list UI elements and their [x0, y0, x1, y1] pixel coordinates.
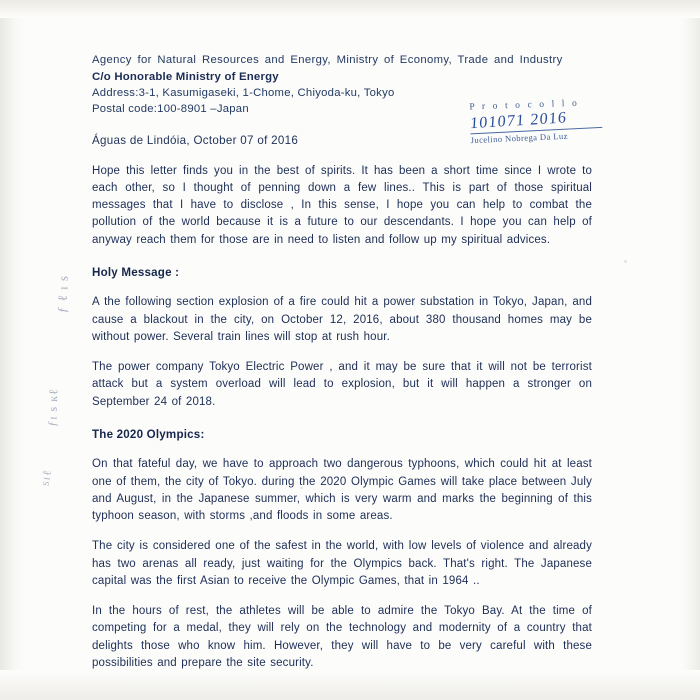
- scan-edge-top: [0, 0, 700, 18]
- section-heading-2020-olympics: The 2020 Olympics:: [92, 427, 205, 441]
- scan-edge-right: [678, 0, 700, 700]
- holy-message-paragraph-2: The power company Tokyo Electric Power , and it may be sure that it will not be terrorist attack but a system overload will lead to explosion, but it will happen a stronger on September 24 of 2018.: [92, 361, 592, 408]
- section-heading-holy-message: Holy Message :: [92, 265, 180, 279]
- header-postal-line: Postal code:100-8901 –Japan: [92, 103, 249, 116]
- header-agency-line: Agency for Natural Resources and Energy, Ministry of Economy, Trade and Industry: [92, 54, 563, 66]
- holy-message-paragraph-1: A the following section explosion of a fire could hit a power substation in Tokyo, Japan, and cause a blackout in the city, on October 12, 2016, about 380 thousand homes may be without power. Several train lines will stop at rush hour.: [92, 296, 592, 343]
- scan-edge-left: [0, 0, 26, 700]
- margin-handwriting-note-1: ƒ ℓ ı ѕ: [54, 274, 71, 314]
- scan-edge-bottom: [0, 670, 700, 700]
- margin-handwriting-note-2: ƒı ѕ кℓ: [45, 387, 61, 428]
- header-ministry-line: C/o Honorable Ministry of Energy: [92, 71, 279, 84]
- header-address-line: Address:3-1, Kasumigaseki, 1-Chome, Chiyoda-ku, Tokyo: [92, 87, 395, 100]
- place-and-date: Águas de Lindóia, October 07 of 2016: [92, 134, 299, 148]
- protocol-label: P r o t o c o l l o: [469, 98, 580, 113]
- paper-speck: [624, 260, 627, 263]
- opening-paragraph: Hope this letter finds you in the best of spirits. It has been a short time since I wrote to each other, so I thought of penning down a few lines.. This is part of those spiritual messages that I have to disclose , In this sense, I hope you can help to combat the pollution of the world because it is a future to our descendants. I hope you can help of anyway reach them for those are in need to listen and follow up my spiritual advices.: [92, 164, 592, 246]
- protocol-number: 101071 2016: [469, 109, 568, 133]
- protocol-stamp: [469, 98, 610, 145]
- olympics-paragraph-1: On that fateful day, we have to approach two dangerous typhoons, which could hit at least one of them, the city of Tokyo. during the 2020 Olympic Games will take place between July and August, in the Japanese summer, which is very warm and marks the beginning of this typhoon season, with storms ,and floods in some areas.: [92, 458, 592, 523]
- signature-name: Jucelino Nobrega Da Luz: [470, 130, 569, 146]
- margin-handwriting-note-3: ѕıℓ: [37, 467, 55, 487]
- olympics-paragraph-3: In the hours of rest, the athletes will be able to admire the Tokyo Bay. At the time of competing for a medal, they will rely on the technology and modernity of a country that delights those who know him. However, they will have to be very careful with these possibilities and prepare the site security.: [92, 605, 592, 669]
- olympics-paragraph-2: The city is considered one of the safest in the world, with low levels of violence and already has two arenas all ready, just waiting for the Olympics back. That's right. The Japanese capital was the first Asian to receive the Olympic Games, that in 1964 ..: [92, 540, 592, 587]
- letter-body: [92, 52, 592, 672]
